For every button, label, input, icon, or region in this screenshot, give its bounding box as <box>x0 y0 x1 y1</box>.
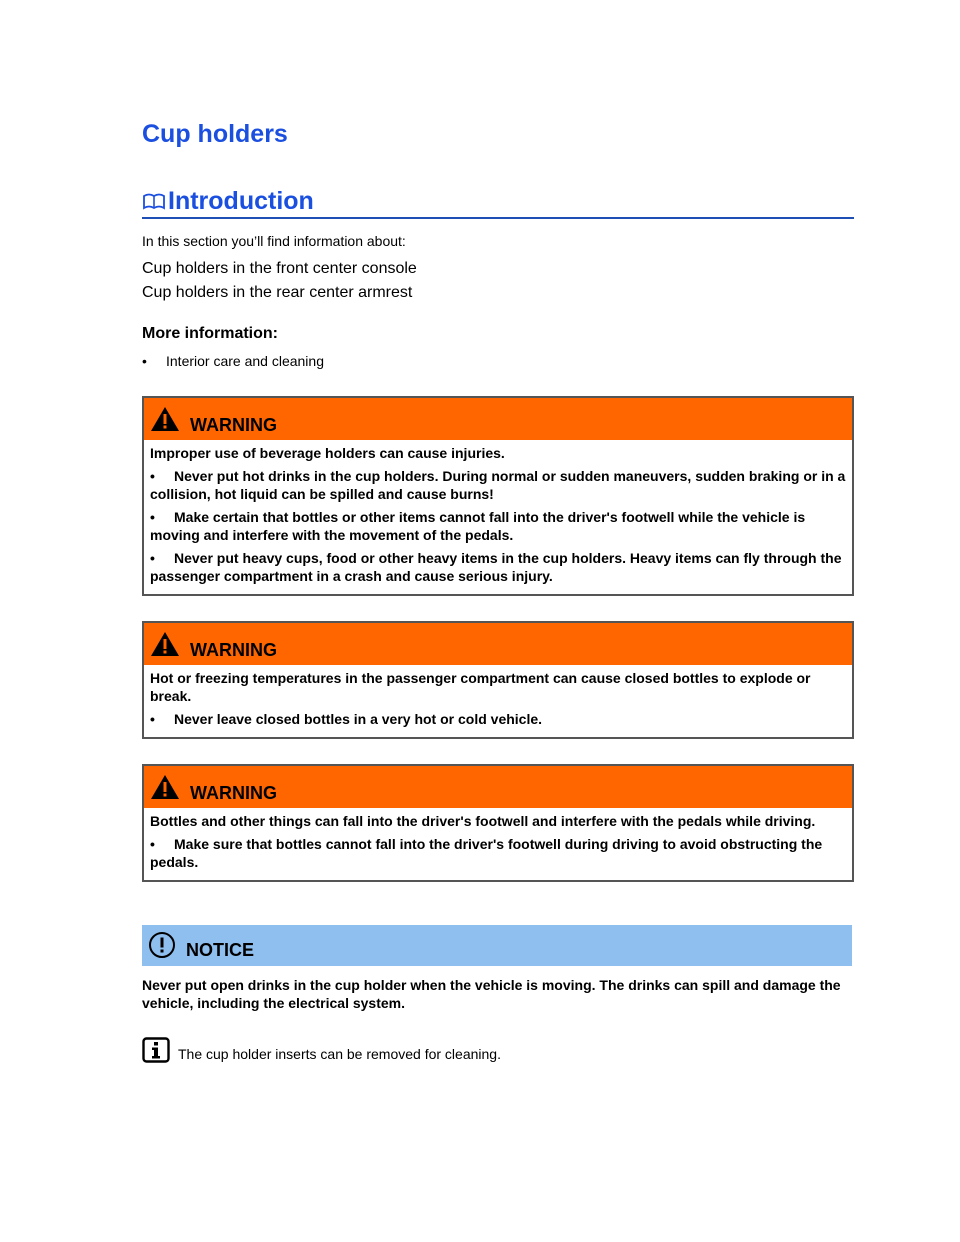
bullet-icon: • <box>150 836 155 852</box>
warning-item <box>150 508 846 544</box>
warning-header <box>144 623 852 665</box>
warning-item <box>150 710 846 728</box>
note <box>142 1037 501 1063</box>
warning-body <box>144 440 852 594</box>
warning-lead: Hot or freezing temperatures in the passenger compartment can cause closed bottles to explode or break. <box>150 670 811 704</box>
warning-label: WARNING <box>190 640 277 660</box>
topic-link[interactable]: Cup holders in the front center console <box>142 260 417 277</box>
bullet-icon: • <box>142 353 147 369</box>
bullet-icon: • <box>150 468 155 484</box>
warning-item-text: Never leave closed bottles in a very hot or cold vehicle. <box>174 711 543 727</box>
topic-link[interactable]: Cup holders in the rear center armrest <box>142 284 413 301</box>
warning-item-text: Make sure that bottles cannot fall into the driver's footwell during driving to avoid obstructing the pedals. <box>150 836 823 870</box>
warning-item <box>150 467 846 503</box>
note-text: The cup holder inserts can be removed for cleaning. <box>178 1046 501 1062</box>
warning-header <box>144 766 852 808</box>
warning-item <box>150 835 846 871</box>
warning-body <box>144 808 852 880</box>
warning-triangle-icon <box>150 406 180 432</box>
info-icon <box>142 1037 170 1063</box>
warning-lead: Improper use of beverage holders can cause injuries. <box>150 445 505 461</box>
exclamation-circle-icon <box>148 931 176 959</box>
intro-text: In this section you’ll find information about: <box>142 233 406 249</box>
warning-label: WARNING <box>190 415 277 435</box>
book-icon <box>142 191 166 211</box>
more-info-heading: More information: <box>142 325 278 342</box>
page-title: Cup holders <box>142 120 288 148</box>
more-info-link[interactable]: Interior care and cleaning <box>166 353 324 369</box>
notice-label: NOTICE <box>186 940 255 960</box>
notice-header <box>142 925 852 966</box>
warning-label: WARNING <box>190 783 277 803</box>
more-info-item[interactable] <box>142 353 324 369</box>
bullet-icon: • <box>150 711 155 727</box>
warning-box <box>142 764 854 882</box>
warning-box <box>142 396 854 596</box>
bullet-icon: • <box>150 509 155 525</box>
warning-triangle-icon <box>150 774 180 800</box>
bullet-icon: • <box>150 550 155 566</box>
warning-item <box>150 549 846 585</box>
warning-body <box>144 665 852 737</box>
warning-item-text: Never put hot drinks in the cup holders. During normal or sudden maneuvers, sudden braking or in a collision, hot liquid can be spilled and cause burns! <box>150 468 846 502</box>
warning-lead: Bottles and other things can fall into the driver's footwell and interfere with the pedals while driving. <box>150 813 816 829</box>
section-heading <box>142 185 854 219</box>
warning-item-text: Make certain that bottles or other items cannot fall into the driver's footwell while the vehicle is moving and interfere with the movement of the pedals. <box>150 509 806 543</box>
warning-item-text: Never put heavy cups, food or other heavy items in the cup holders. Heavy items can fly through the passenger compartment in a crash and cause serious injury. <box>150 550 842 584</box>
notice-text: Never put open drinks in the cup holder when the vehicle is moving. The drinks can spill and damage the vehicle, including the electrical system. <box>142 977 841 1011</box>
warning-box <box>142 621 854 739</box>
section-title: Introduction <box>168 186 314 215</box>
warning-triangle-icon <box>150 631 180 657</box>
warning-header <box>144 398 852 440</box>
